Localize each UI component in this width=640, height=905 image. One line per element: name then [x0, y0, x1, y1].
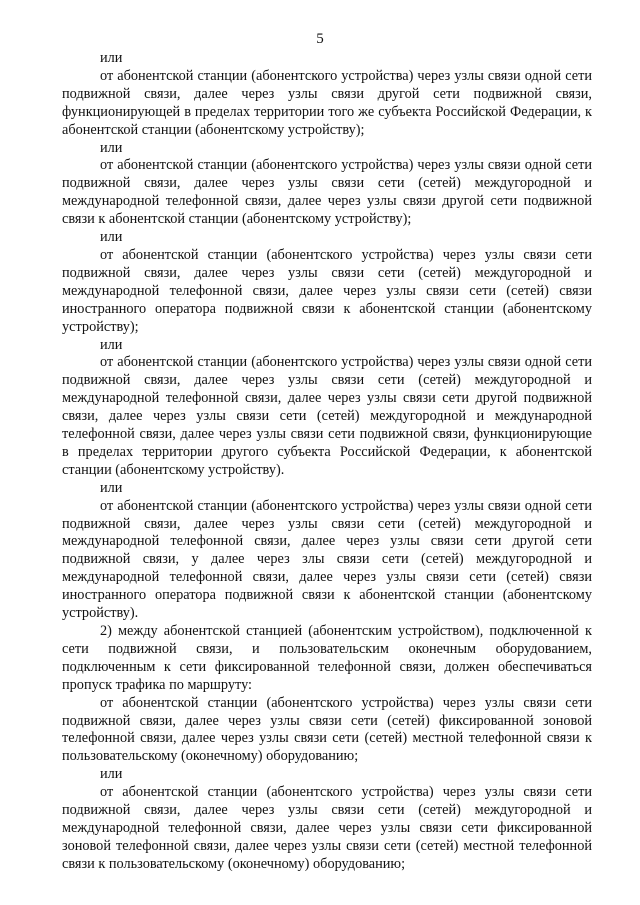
- route-paragraph: от абонентской станции (абонентского устройства) через узлы связи сети подвижной связи, далее через узлы связи сети (сетей) междугородной и международной телефонной связи, далее через узлы связи сети фиксированной зоновой телефонной связи, далее через узлы связи сети (сетей) местной телефонной связи к пользовательскому (оконечному) оборудованию;: [62, 784, 592, 872]
- conjunction-ili: или: [100, 50, 123, 66]
- document-body: [62, 50, 592, 874]
- route-paragraph: от абонентской станции (абонентского устройства) через узлы связи сети подвижной связи, далее через узлы связи сети (сетей) междугородной и международной телефонной связи, далее через узлы связи сети (сетей) связи иностранного оператора подвижной связи к абонентской станции (абонентскому устройству);: [62, 246, 592, 335]
- conjunction-ili: или: [100, 139, 123, 156]
- conjunction-ili: или: [100, 229, 123, 246]
- route-paragraph: от абонентской станции (абонентского устройства) через узлы связи одной сети подвижной связи, далее через узлы связи сети (сетей) междугородной и международной телефонной связи, далее через узлы связи сети другой подвижной связи, далее через узлы связи сети (сетей) междугородной и международной телефонной связи, далее через узлы связи сети подвижной связи, функционирующие в пределах территории другого субъекта Российской Федерации, к абонентской станции (абонентскому устройству).: [62, 354, 592, 478]
- route-paragraph: от абонентской станции (абонентского устройства) через узлы связи одной сети подвижной связи, далее через узлы связи сети (сетей) междугородной и международной телефонной связи, далее через узлы связи другой сети подвижной связи к абонентской станции (абонентскому устройству);: [62, 157, 592, 228]
- numbered-clause: 2) между абонентской станцией (абонентским устройством), подключенной к сети подвижной связи, и пользовательским оконечным оборудованием, подключенным к сети фиксированной телефонной связи, должен обеспечиваться пропуск трафика по маршруту:: [62, 623, 592, 693]
- conjunction-ili: или: [100, 766, 123, 783]
- route-paragraph: от абонентской станции (абонентского устройства) через узлы связи одной сети подвижной связи, далее через узлы связи другой сети подвижной связи, функционирующей в пределах территории того же субъекта Российской Федерации, к абонентской станции (абонентскому устройству);: [62, 67, 592, 138]
- conjunction-ili: или: [100, 336, 123, 353]
- page-number: 5: [316, 31, 324, 47]
- conjunction-ili: или: [100, 479, 123, 496]
- route-paragraph: от абонентской станции (абонентского устройства) через узлы связи сети подвижной связи, далее через узлы связи сети (сетей) фиксированной зоновой телефонной связи, далее через узлы связи сети (сетей) местной телефонной связи к пользовательскому (оконечному) оборудованию;: [62, 694, 592, 765]
- route-paragraph: от абонентской станции (абонентского устройства) через узлы связи одной сети подвижной связи, далее через узлы связи сети (сетей) междугородной и международной телефонной связи, далее через узлы связи сети другой сети подвижной связи, у далее через злы связи сети (сетей) междугородной и международной телефонной связи, далее через узлы связи сети (сетей) связи иностранного оператора подвижной связи к абонентской станции (абонентскому устройству).: [62, 497, 592, 622]
